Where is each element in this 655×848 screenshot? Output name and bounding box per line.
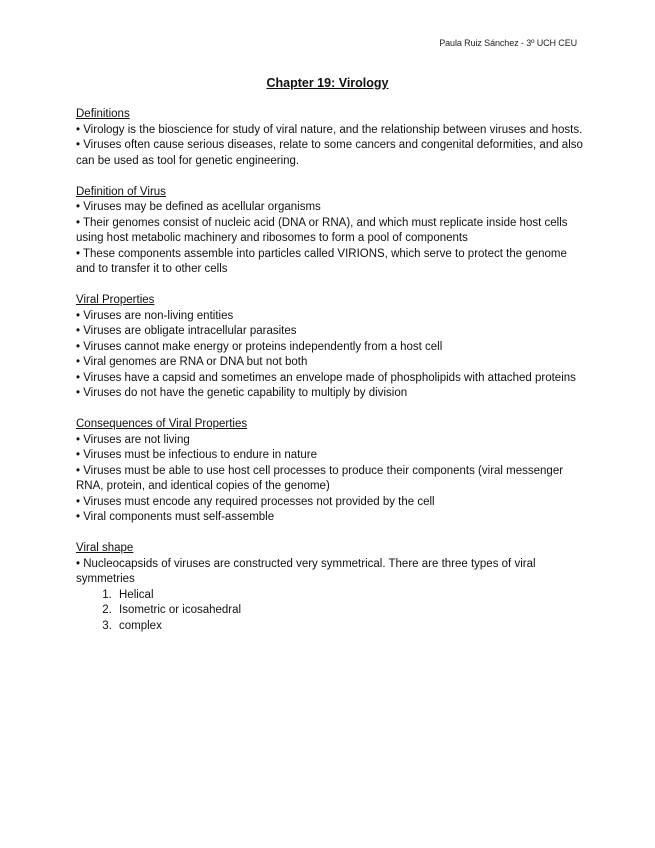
section-viral-properties xyxy=(76,293,584,402)
section-heading: Viral Properties xyxy=(76,294,155,306)
section-heading: Viral shape xyxy=(76,542,134,554)
bullet-item: • Viruses cannot make energy or proteins independently from a host cell xyxy=(76,340,443,353)
bullet-item: • Viruses are non-living entities xyxy=(76,309,234,322)
section-heading: Definition of Virus xyxy=(76,185,166,198)
bullet-item: • Viruses are obligate intracellular parasites xyxy=(76,325,297,337)
page-title: Chapter 19: Virology xyxy=(266,76,389,90)
bullet-item: • Viral genomes are RNA or DNA but not both xyxy=(76,356,308,368)
bullet-item: • Their genomes consist of nucleic acid (DNA or RNA), and which must replicate inside host cells using host metabolic machinery and ribosomes to form a pool of components xyxy=(76,216,568,244)
bullet-item: • Viruses may be defined as acellular organisms xyxy=(76,201,321,213)
author-note: Paula Ruiz Sánchez - 3º UCH CEU xyxy=(439,38,577,48)
document-body xyxy=(76,107,584,650)
numbered-item: 2. Isometric or icosahedral xyxy=(115,603,584,619)
section-heading: Consequences of Viral Properties xyxy=(76,418,248,430)
bullet-item: • Viruses are not living xyxy=(76,433,190,446)
section-definition-of-virus xyxy=(76,185,584,278)
section-viral-shape xyxy=(76,541,584,634)
section-consequences xyxy=(76,417,584,526)
bullet-item: • Nucleocapsids of viruses are constructed very symmetrical. There are three types of viral symmetries xyxy=(76,557,536,585)
bullet-item: • These components assemble into particles called VIRIONS, which serve to protect the genome and to transfer it to other cells xyxy=(76,247,567,275)
numbered-item: 3. complex xyxy=(115,619,584,635)
bullet-item: • Viruses must be infectious to endure in nature xyxy=(76,449,317,461)
bullet-item: • Viral components must self-assemble xyxy=(76,511,275,523)
bullet-item: • Viruses have a capsid and sometimes an envelope made of phospholipids with attached proteins xyxy=(76,371,576,384)
numbered-item: 1. Helical xyxy=(115,588,584,604)
bullet-item: • Viruses often cause serious diseases, relate to some cancers and congenital deformities, and also can be used as tool for genetic engineering. xyxy=(76,139,583,167)
bullet-item: • Viruses do not have the genetic capability to multiply by division xyxy=(76,387,408,399)
bullet-item: • Virology is the bioscience for study of viral nature, and the relationship between viruses and hosts. xyxy=(76,123,583,136)
symmetry-list xyxy=(76,588,584,635)
section-definitions xyxy=(76,107,584,169)
bullet-item: • Viruses must encode any required processes not provided by the cell xyxy=(76,495,435,508)
bullet-item: • Viruses must be able to use host cell processes to produce their components (viral messenger RNA, protein, and identical copies of the genome) xyxy=(76,464,564,492)
section-heading: Definitions xyxy=(76,108,130,120)
